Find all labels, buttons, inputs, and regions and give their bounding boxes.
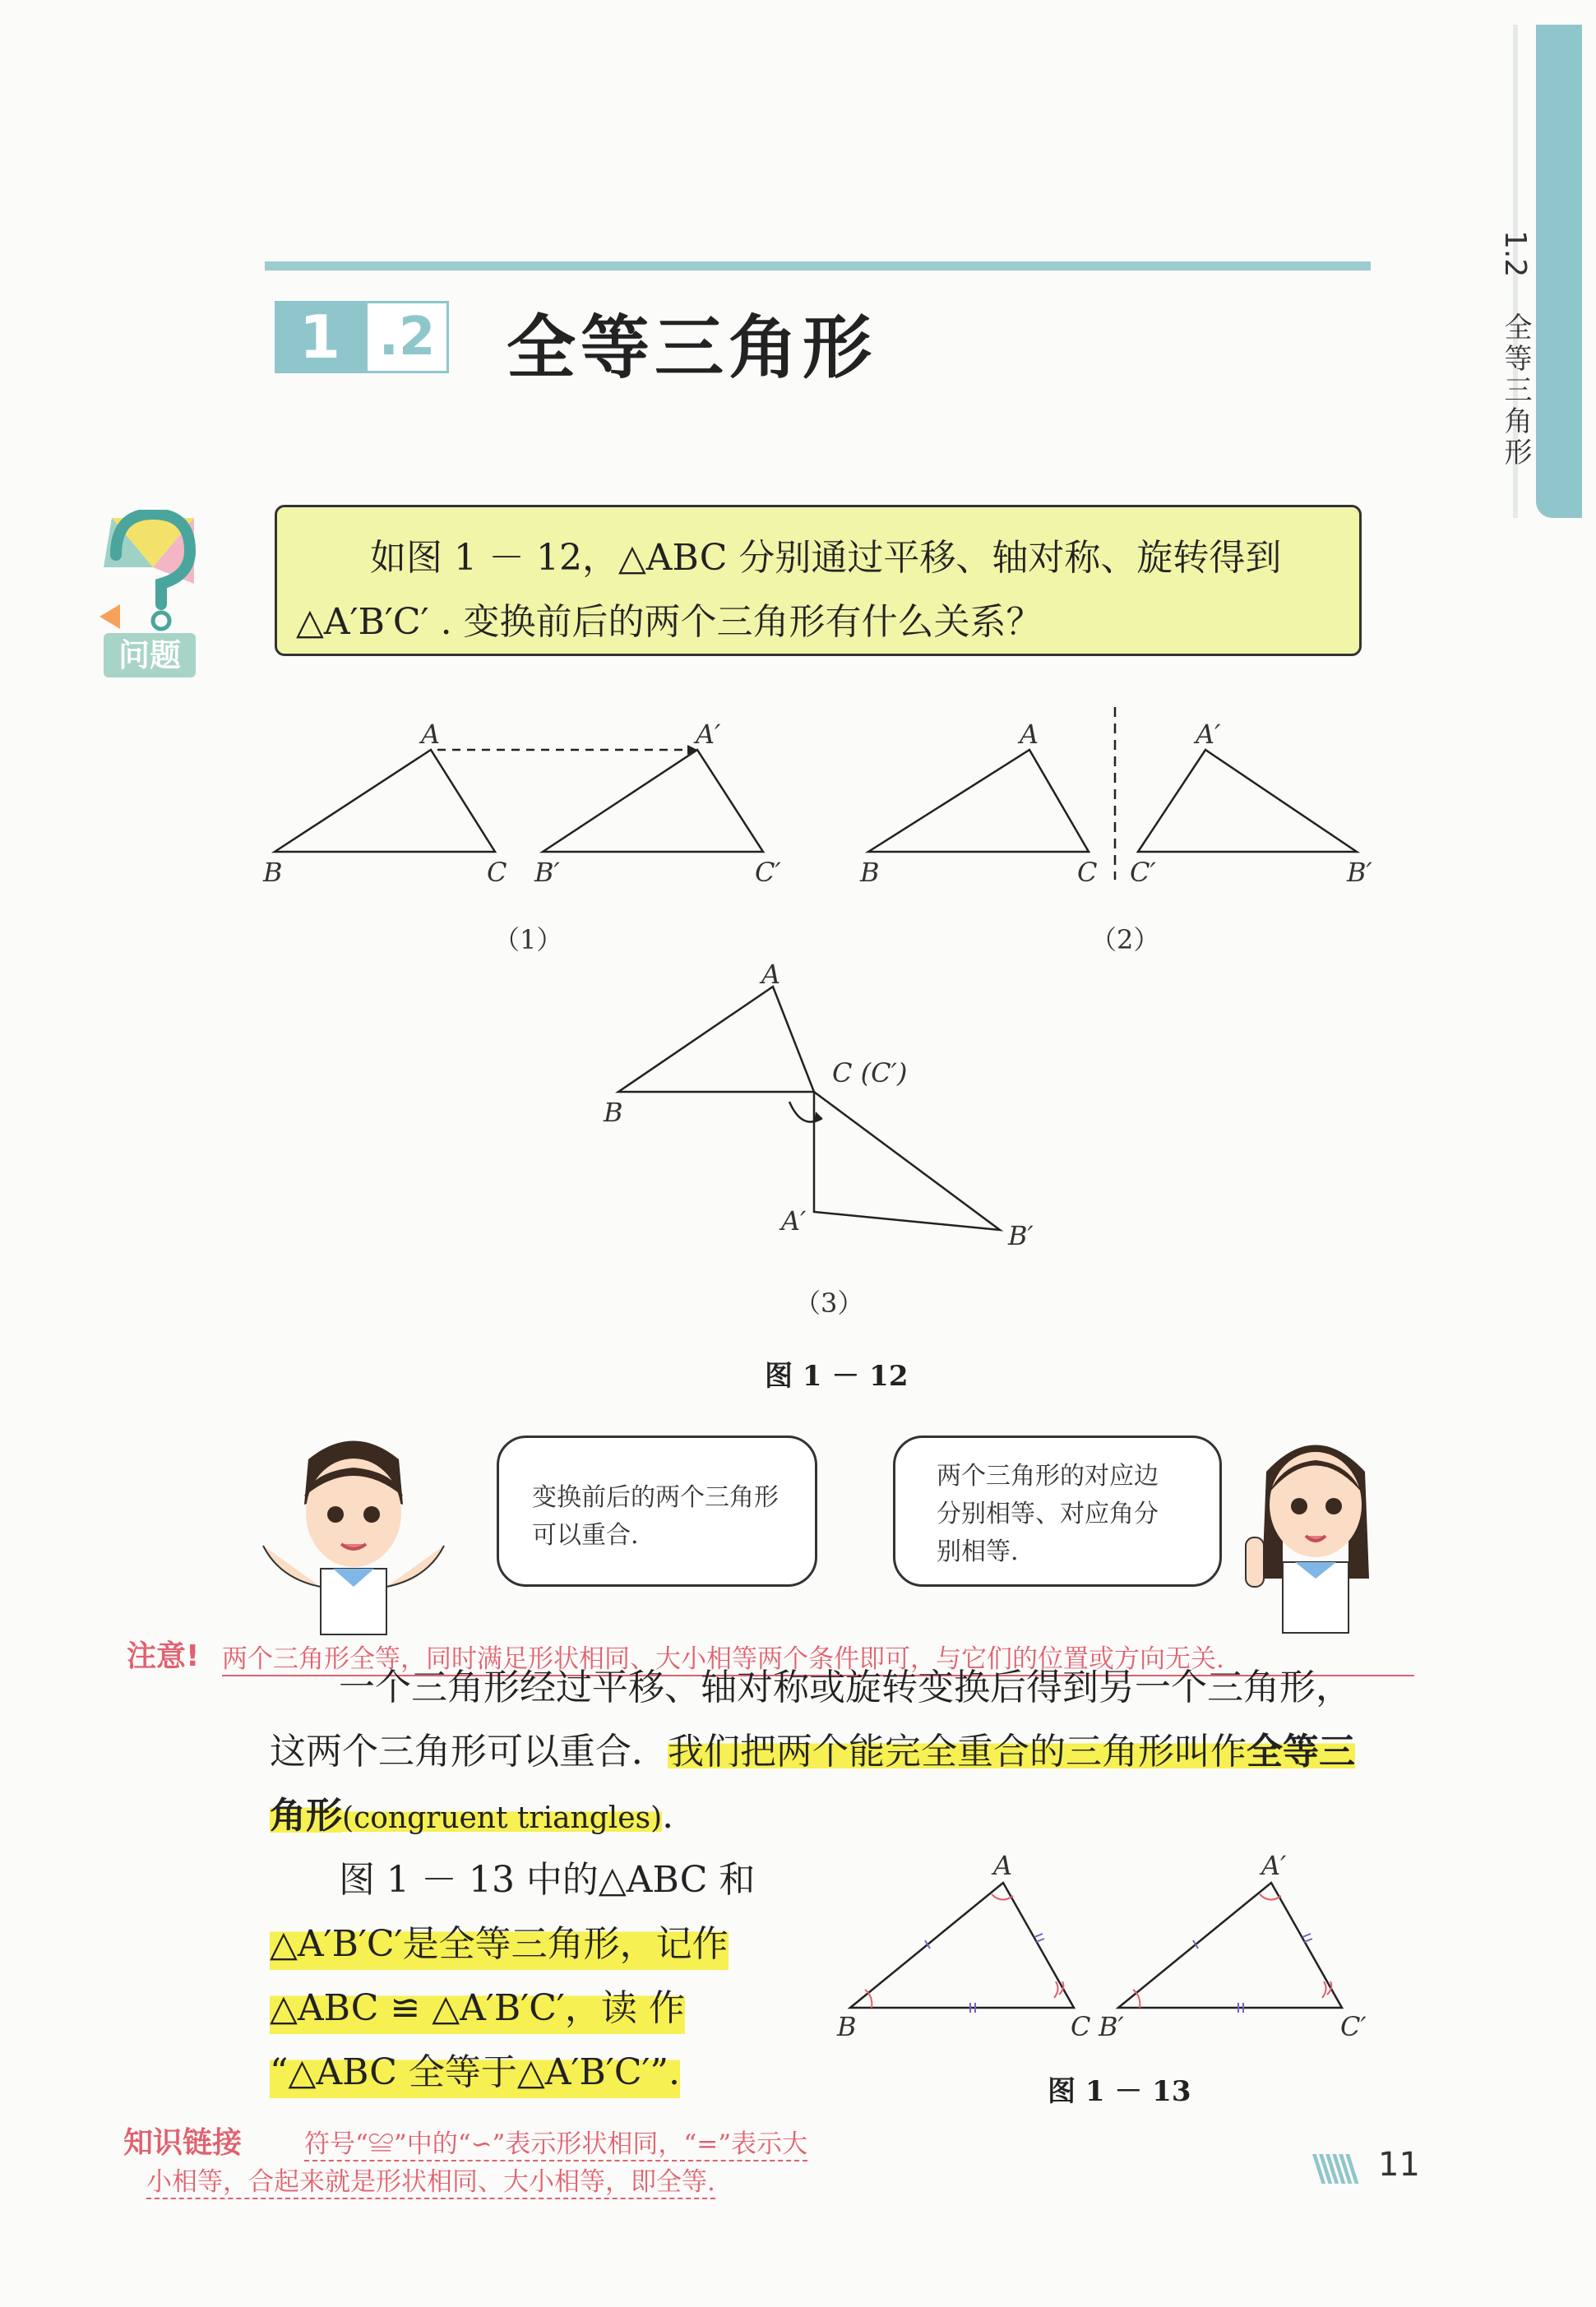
subfigure-label-2: （2） xyxy=(1090,924,1160,955)
label-c-13: C xyxy=(1071,2011,1091,2042)
page-decoration-icon: \\\\\\ xyxy=(1312,2147,1353,2189)
para2-line3: △ABC ≌ △A′B′C′，读 作 xyxy=(270,1976,685,2041)
side-section-name: 全等三角形 xyxy=(1499,312,1532,469)
label-bp-3: B′ xyxy=(1008,1220,1034,1251)
question-label: 问题 xyxy=(104,633,196,677)
notice-text: 两个三角形全等，同时满足形状相同、大小相等两个条件即可，与它们的位置或方向无关. xyxy=(222,1638,1414,1676)
figure-1-12-caption: 图 1 － 12 xyxy=(765,1360,909,1393)
label-a-13: A xyxy=(993,1850,1013,1881)
label-a-1: A xyxy=(421,719,441,750)
para2-line2: △A′B′C′是全等三角形，记作 xyxy=(270,1912,729,1976)
knowledge-line2: 小相等，合起来就是形状相同、大小相等，即全等. xyxy=(146,2161,715,2199)
angle-mark-bp xyxy=(1133,1990,1140,2008)
triangle-abc-13 xyxy=(850,1883,1074,2008)
para1-end: . xyxy=(662,1795,674,1837)
term-congruent-2: 角形 xyxy=(270,1795,342,1837)
label-bp-13: B′ xyxy=(1099,2011,1124,2042)
knowledge-line1: 符号“≌”中的“∽”表示形状相同，“=”表示大 xyxy=(304,2123,807,2161)
section-number-main: 1 xyxy=(275,301,365,373)
label-a-2: A xyxy=(1020,719,1039,750)
label-a-3: A xyxy=(761,959,781,990)
question-line-2: △A′B′C′ . 变换前后的两个三角形有什么关系？ xyxy=(296,601,1043,643)
label-c-1: C xyxy=(487,857,507,888)
label-ap-1: A′ xyxy=(696,719,721,750)
term-english: (congruent triangles) xyxy=(342,1801,663,1835)
notice-tag: 注意! xyxy=(127,1639,200,1673)
para1-line2b: 我们把两个能完全重合的三角形叫作 xyxy=(668,1731,1247,1773)
figure-1-13-caption: 图 1 － 13 xyxy=(1048,2075,1191,2108)
question-line-1: 如图 1 － 12，△ABC 分别通过平移、轴对称、旋转得到 xyxy=(370,537,1282,579)
boy-speech-bubble: 变换前后的两个三角形可以重合. xyxy=(497,1436,817,1587)
page-number: 11 xyxy=(1378,2146,1420,2184)
angle-mark-b xyxy=(865,1990,872,2008)
page-title: 全等三角形 xyxy=(507,307,877,388)
label-bp-2: B′ xyxy=(1347,857,1372,888)
subfigure-label-3: （3） xyxy=(794,1288,864,1319)
section-number-sub: .2 xyxy=(365,301,449,373)
girl-speech-bubble: 两个三角形的对应边分别相等、对应角分别相等. xyxy=(893,1436,1222,1587)
label-cp-2: C′ xyxy=(1130,857,1156,888)
label-ap-2: A′ xyxy=(1196,719,1221,750)
para2-line1: 图 1 － 13 中的△ABC 和 xyxy=(339,1859,756,1901)
para2-line4: “△ABC 全等于△A′B′C′”. xyxy=(270,2041,680,2105)
label-bp-1: B′ xyxy=(534,857,560,888)
label-b-1: B xyxy=(263,857,283,888)
label-ccp-3: C (C′) xyxy=(832,1057,908,1089)
triangle-abc-prime-13 xyxy=(1118,1883,1342,2008)
para1-line2a: 这两个三角形可以重合． xyxy=(270,1731,668,1773)
label-b-3: B xyxy=(604,1097,623,1128)
label-ap-3: A′ xyxy=(781,1205,807,1237)
para1-line1: 一个三角形经过平移、轴对称或旋转变换后得到另一个三角形， xyxy=(339,1667,1352,1708)
term-congruent-1: 全等三 xyxy=(1247,1731,1355,1773)
side-section-number: 1.2 xyxy=(1498,230,1532,278)
label-cp-13: C′ xyxy=(1340,2011,1367,2042)
subfigure-label-1: （1） xyxy=(493,924,563,955)
knowledge-link-tag: 知识链接 xyxy=(123,2126,243,2160)
label-ap-13: A′ xyxy=(1261,1850,1287,1881)
label-c-2: C xyxy=(1077,857,1098,888)
label-b-2: B xyxy=(860,857,880,888)
label-b-13: B xyxy=(837,2011,857,2042)
label-cp-1: C′ xyxy=(755,857,781,888)
